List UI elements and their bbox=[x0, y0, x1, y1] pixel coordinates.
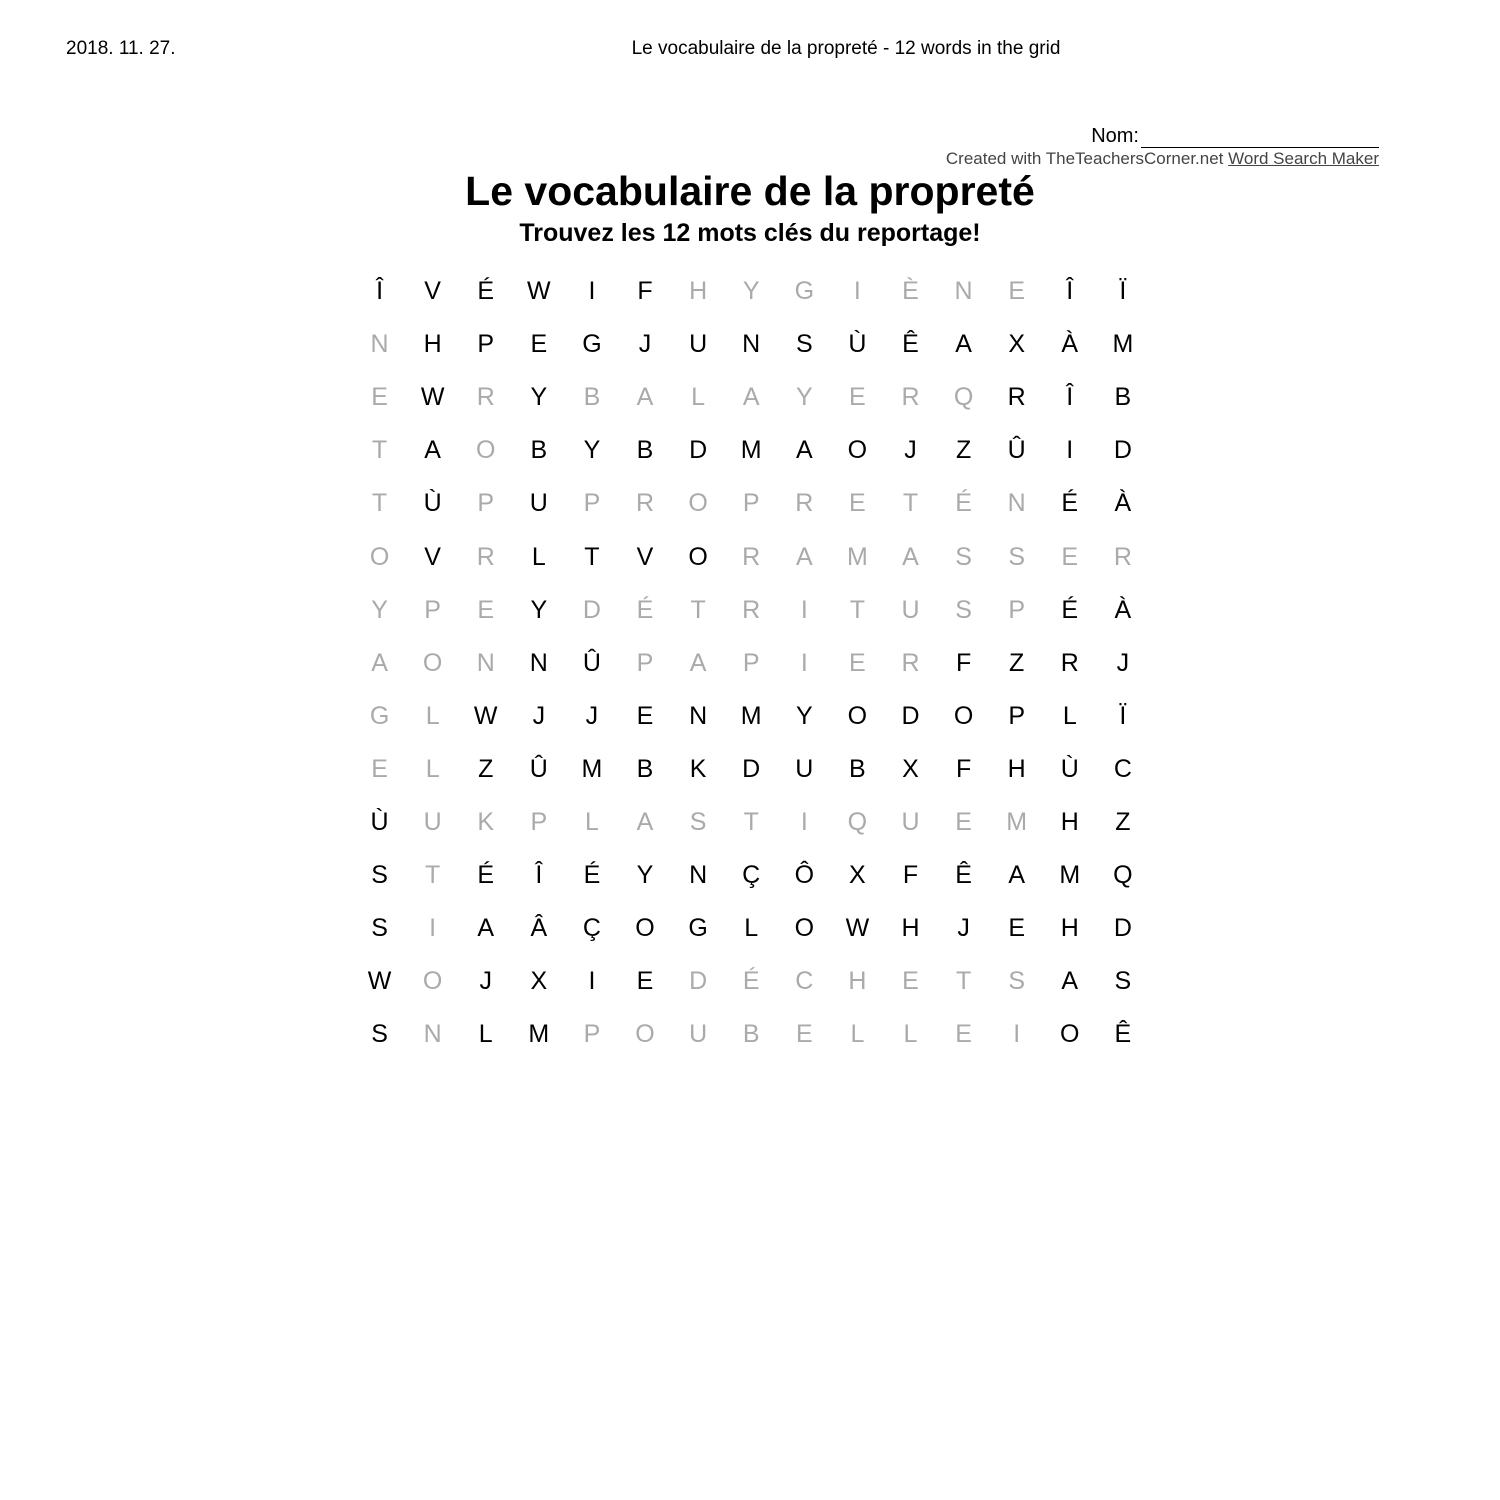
grid-letter: R bbox=[1007, 383, 1026, 412]
grid-letter: À bbox=[1061, 330, 1079, 359]
grid-letter: I bbox=[1013, 1020, 1021, 1049]
grid-letter: T bbox=[690, 595, 706, 624]
grid-letter: P bbox=[742, 489, 760, 518]
grid-letter: M bbox=[1112, 330, 1134, 359]
print-date: 2018. 11. 27. bbox=[66, 38, 176, 59]
grid-letter: E bbox=[849, 648, 866, 677]
grid-letter: Î bbox=[376, 277, 384, 306]
grid-letter: T bbox=[743, 807, 759, 836]
grid-letter: J bbox=[957, 914, 970, 943]
grid-letter: S bbox=[1008, 967, 1026, 996]
grid-letter: O bbox=[688, 489, 708, 518]
grid-letter: V bbox=[636, 542, 654, 571]
grid-letter: P bbox=[583, 489, 601, 518]
grid-letter: I bbox=[853, 277, 861, 306]
grid-letter: Ù bbox=[423, 489, 442, 518]
grid-letter: Û bbox=[529, 754, 548, 783]
grid-letter: A bbox=[477, 914, 495, 943]
puzzle-subtitle: Trouvez les 12 mots clés du reportage! bbox=[519, 219, 981, 247]
grid-letter: A bbox=[636, 383, 654, 412]
grid-letter: A bbox=[1008, 861, 1026, 890]
grid-letter: Ê bbox=[902, 330, 919, 359]
grid-letter: J bbox=[479, 967, 492, 996]
grid-letter: X bbox=[849, 861, 866, 890]
grid-letter: U bbox=[795, 754, 814, 783]
grid-letter: M bbox=[1006, 807, 1028, 836]
grid-letter: C bbox=[1113, 754, 1132, 783]
grid-letter: H bbox=[689, 277, 708, 306]
grid-letter: Î bbox=[1066, 277, 1074, 306]
grid-letter: E bbox=[849, 383, 866, 412]
name-input-line[interactable] bbox=[1141, 127, 1379, 148]
grid-letter: Y bbox=[742, 277, 760, 306]
grid-letter: W bbox=[367, 967, 392, 996]
grid-letter: S bbox=[689, 807, 707, 836]
grid-letter: Y bbox=[636, 861, 654, 890]
grid-letter: P bbox=[424, 595, 441, 624]
word-search-maker-link[interactable]: Word Search Maker bbox=[1228, 149, 1379, 168]
grid-letter: G bbox=[369, 701, 390, 730]
grid-letter: Y bbox=[795, 701, 813, 730]
grid-letter: W bbox=[420, 383, 445, 412]
grid-letter: Ç bbox=[742, 861, 761, 890]
grid-letter: H bbox=[423, 330, 442, 359]
grid-letter: I bbox=[588, 277, 596, 306]
grid-letter: Ù bbox=[1060, 754, 1079, 783]
grid-letter: B bbox=[636, 436, 654, 465]
grid-letter: I bbox=[1066, 436, 1074, 465]
grid-letter: W bbox=[845, 914, 870, 943]
grid-letter: V bbox=[424, 277, 441, 306]
grid-letter: X bbox=[1008, 330, 1026, 359]
grid-letter: V bbox=[424, 542, 441, 571]
grid-letter: E bbox=[636, 967, 654, 996]
grid-letter: Z bbox=[1009, 648, 1025, 677]
grid-letter: H bbox=[1060, 914, 1079, 943]
grid-letter: N bbox=[954, 277, 973, 306]
grid-letter: É bbox=[477, 861, 495, 890]
grid-letter: M bbox=[581, 754, 603, 783]
grid-letter: T bbox=[584, 542, 600, 571]
grid-letter: D bbox=[689, 967, 708, 996]
grid-letter: J bbox=[638, 330, 652, 359]
grid-letter: U bbox=[901, 807, 920, 836]
grid-letter: G bbox=[794, 277, 815, 306]
grid-letter: T bbox=[425, 861, 441, 890]
grid-letter: S bbox=[955, 542, 972, 571]
grid-letter: E bbox=[955, 1020, 972, 1049]
grid-letter: P bbox=[1008, 701, 1026, 730]
grid-letter: M bbox=[740, 436, 762, 465]
grid-letter: A bbox=[424, 436, 441, 465]
grid-letter: G bbox=[582, 330, 602, 359]
grid-letter: R bbox=[1060, 648, 1079, 677]
grid-letter: J bbox=[904, 436, 917, 465]
grid-letter: I bbox=[429, 914, 437, 943]
grid-letter: Z bbox=[955, 436, 972, 465]
puzzle-title: Le vocabulaire de la propreté bbox=[465, 168, 1035, 214]
grid-letter: O bbox=[688, 542, 708, 571]
grid-letter: B bbox=[636, 754, 654, 783]
grid-letter: Q bbox=[847, 807, 868, 836]
grid-letter: H bbox=[1060, 807, 1079, 836]
grid-letter: S bbox=[795, 330, 813, 359]
grid-letter: L bbox=[903, 1020, 918, 1049]
grid-letter: O bbox=[794, 914, 815, 943]
grid-letter: É bbox=[583, 861, 601, 890]
grid-letter: W bbox=[473, 701, 498, 730]
grid-letter: E bbox=[795, 1020, 813, 1049]
grid-letter: B bbox=[530, 436, 548, 465]
print-page-title: Le vocabulaire de la propreté - 12 words in the grid bbox=[631, 38, 1061, 59]
grid-letter: L bbox=[744, 914, 759, 943]
grid-letter: P bbox=[583, 1020, 601, 1049]
grid-letter: L bbox=[531, 542, 546, 571]
grid-letter: I bbox=[800, 648, 808, 677]
grid-letter: O bbox=[369, 542, 390, 571]
grid-letter: W bbox=[527, 277, 551, 306]
grid-letter: Ê bbox=[1114, 1020, 1132, 1049]
grid-letter: D bbox=[1113, 914, 1132, 943]
grid-letter: H bbox=[1007, 754, 1026, 783]
grid-letter: E bbox=[1061, 542, 1079, 571]
grid-letter: F bbox=[902, 861, 919, 890]
grid-letter: C bbox=[795, 967, 814, 996]
grid-letter: Î bbox=[1066, 383, 1074, 412]
name-field bbox=[1091, 125, 1379, 148]
grid-letter: R bbox=[742, 595, 761, 624]
grid-letter: G bbox=[688, 914, 708, 943]
grid-letter: D bbox=[1113, 436, 1132, 465]
grid-letter: P bbox=[742, 648, 760, 677]
grid-letter: Y bbox=[583, 436, 601, 465]
grid-letter: À bbox=[1114, 595, 1132, 624]
grid-letter: O bbox=[847, 701, 868, 730]
grid-letter: E bbox=[955, 807, 972, 836]
grid-letter: Û bbox=[582, 648, 601, 677]
grid-letter: A bbox=[795, 436, 813, 465]
grid-letter: O bbox=[422, 648, 443, 677]
grid-letter: M bbox=[846, 542, 868, 571]
grid-letter: X bbox=[530, 967, 548, 996]
grid-letter: F bbox=[637, 277, 653, 306]
grid-letter: R bbox=[635, 489, 655, 518]
grid-letter: H bbox=[901, 914, 920, 943]
grid-letter: Ù bbox=[370, 807, 389, 836]
grid-letter: N bbox=[476, 648, 495, 677]
grid-letter: E bbox=[849, 489, 866, 518]
grid-letter: P bbox=[477, 330, 495, 359]
grid-letter: É bbox=[955, 489, 972, 518]
grid-letter: U bbox=[529, 489, 548, 518]
grid-letter: È bbox=[902, 277, 919, 306]
credit-prefix: Created with TheTeachersCorner.net bbox=[945, 149, 1224, 168]
grid-letter: A bbox=[742, 383, 760, 412]
grid-letter: E bbox=[530, 330, 548, 359]
grid-letter: Y bbox=[795, 383, 813, 412]
grid-letter: E bbox=[902, 967, 919, 996]
grid-letter: Q bbox=[1113, 861, 1133, 890]
grid-letter: É bbox=[636, 595, 654, 624]
grid-letter: O bbox=[476, 436, 496, 465]
grid-letter: N bbox=[1007, 489, 1026, 518]
grid-letter: T bbox=[902, 489, 919, 518]
grid-letter: É bbox=[1061, 595, 1079, 624]
grid-letter: P bbox=[1008, 595, 1026, 624]
grid-letter: A bbox=[955, 330, 972, 359]
grid-letter: A bbox=[1061, 967, 1079, 996]
grid-letter: É bbox=[1061, 489, 1079, 518]
grid-letter: B bbox=[1114, 383, 1132, 412]
grid-letter: R bbox=[476, 383, 495, 412]
grid-letter: U bbox=[689, 330, 708, 359]
grid-letter: F bbox=[955, 754, 972, 783]
grid-letter: L bbox=[691, 383, 706, 412]
name-label: Nom: bbox=[1091, 125, 1139, 147]
grid-letter: É bbox=[477, 277, 495, 306]
grid-letter: K bbox=[689, 754, 707, 783]
grid-letter: S bbox=[371, 1020, 388, 1049]
grid-letter: E bbox=[1008, 277, 1026, 306]
grid-letter: F bbox=[955, 648, 972, 677]
grid-letter: S bbox=[371, 914, 388, 943]
grid-letter: O bbox=[422, 967, 443, 996]
grid-letter: S bbox=[1114, 967, 1132, 996]
credit-line bbox=[946, 149, 1379, 169]
grid-letter: Y bbox=[371, 595, 388, 624]
grid-letter: R bbox=[901, 648, 920, 677]
grid-letter: X bbox=[902, 754, 919, 783]
grid-letter: S bbox=[371, 861, 388, 890]
grid-letter: I bbox=[588, 967, 596, 996]
grid-letter: A bbox=[371, 648, 388, 677]
grid-letter: R bbox=[901, 383, 920, 412]
grid-letter: D bbox=[742, 754, 761, 783]
grid-letter: R bbox=[742, 542, 761, 571]
grid-letter: P bbox=[636, 648, 654, 677]
grid-letter: L bbox=[425, 754, 440, 783]
grid-letter: J bbox=[532, 701, 546, 730]
grid-letter: O bbox=[847, 436, 868, 465]
grid-letter: L bbox=[1062, 701, 1077, 730]
grid-letter: L bbox=[425, 701, 440, 730]
grid-letter: Û bbox=[1007, 436, 1026, 465]
grid-letter: N bbox=[742, 330, 761, 359]
grid-letter: P bbox=[477, 489, 495, 518]
grid-letter: Ù bbox=[848, 330, 867, 359]
grid-letter: T bbox=[371, 436, 388, 465]
grid-letter: R bbox=[1113, 542, 1132, 571]
grid-letter: T bbox=[371, 489, 388, 518]
grid-letter: U bbox=[901, 595, 920, 624]
grid-letter: D bbox=[582, 595, 601, 624]
grid-letter: B bbox=[583, 383, 601, 412]
grid-letter: M bbox=[740, 701, 762, 730]
grid-letter: D bbox=[901, 701, 920, 730]
grid-letter: Î bbox=[535, 861, 543, 890]
grid-letter: À bbox=[1114, 489, 1132, 518]
grid-letter: A bbox=[795, 542, 813, 571]
grid-letter: N bbox=[689, 861, 708, 890]
grid-letter: E bbox=[636, 701, 654, 730]
grid-letter: A bbox=[689, 648, 707, 677]
grid-letter: Y bbox=[530, 383, 548, 412]
word-search-grid bbox=[353, 265, 1149, 1061]
grid-letter: L bbox=[850, 1020, 865, 1049]
grid-letter: E bbox=[1008, 914, 1026, 943]
grid-letter: I bbox=[800, 807, 808, 836]
grid-letter: B bbox=[849, 754, 866, 783]
grid-letter: O bbox=[635, 1020, 655, 1049]
grid-letter: N bbox=[689, 701, 708, 730]
grid-letter: N bbox=[370, 330, 389, 359]
grid-letter: D bbox=[689, 436, 708, 465]
grid-letter: P bbox=[530, 807, 548, 836]
grid-letter: O bbox=[1060, 1020, 1080, 1049]
grid-letter: Â bbox=[530, 914, 548, 943]
grid-letter: O bbox=[953, 701, 974, 730]
grid-letter: J bbox=[585, 701, 599, 730]
grid-letter: M bbox=[528, 1020, 550, 1049]
grid-letter: Z bbox=[1115, 807, 1131, 836]
grid-letter: L bbox=[478, 1020, 493, 1049]
grid-letter: Ê bbox=[955, 861, 972, 890]
grid-letter: Z bbox=[478, 754, 494, 783]
grid-letter: Y bbox=[530, 595, 548, 624]
grid-letter: Ô bbox=[794, 861, 815, 890]
grid-letter: E bbox=[371, 383, 388, 412]
grid-letter: E bbox=[371, 754, 388, 783]
grid-letter: Ï bbox=[1119, 277, 1127, 306]
grid-letter: U bbox=[689, 1020, 708, 1049]
grid-letter: Q bbox=[953, 383, 974, 412]
grid-letter: Ç bbox=[582, 914, 601, 943]
grid-letter: Ï bbox=[1119, 701, 1127, 730]
grid-letter: I bbox=[800, 595, 808, 624]
grid-letter: H bbox=[848, 967, 867, 996]
grid-letter: R bbox=[795, 489, 814, 518]
grid-letter: T bbox=[849, 595, 866, 624]
grid-letter: O bbox=[635, 914, 655, 943]
grid-letter: N bbox=[423, 1020, 442, 1049]
grid-letter: S bbox=[1008, 542, 1026, 571]
grid-letter: K bbox=[477, 807, 495, 836]
grid-letter: N bbox=[529, 648, 548, 677]
grid-letter: S bbox=[955, 595, 972, 624]
grid-letter: R bbox=[476, 542, 495, 571]
grid-letter: T bbox=[955, 967, 972, 996]
grid-letter: M bbox=[1059, 861, 1081, 890]
grid-letter: É bbox=[742, 967, 760, 996]
grid-letter: U bbox=[423, 807, 442, 836]
grid-letter: J bbox=[1116, 648, 1130, 677]
grid-letter: A bbox=[636, 807, 654, 836]
grid-letter: B bbox=[742, 1020, 760, 1049]
grid-letter: E bbox=[477, 595, 495, 624]
grid-letter: A bbox=[902, 542, 919, 571]
grid-letter: L bbox=[584, 807, 599, 836]
